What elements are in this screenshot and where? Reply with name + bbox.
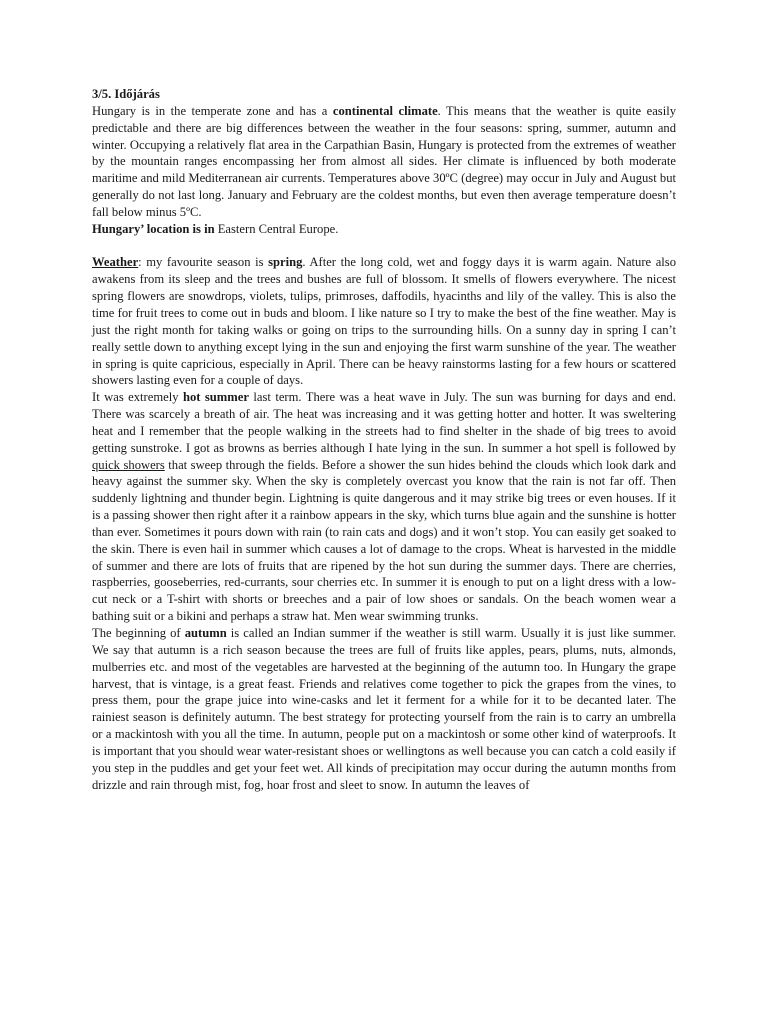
paragraph-gap	[92, 238, 676, 255]
paragraph-climate: Hungary is in the temperate zone and has a continental climate. This means that the weather is quite easily predictable and there are big differences between the weather in the four seasons: spring, summer, autumn and winter. Occupying a relatively flat area in the Carpathian Basin, Hungary is protected from the extremes of weather by the mountain ranges encompassing her from almost all sides. Her climate is influenced by both moderate maritime and mild Mediterranean air currents. Temperatures above 30ºC (degree) may occur in July and August but generally do not last long. January and February are the coldest months, but even then average temperature doesn’t fall below minus 5ºC.	[92, 103, 676, 219]
paragraph-summer: It was extremely hot summer last term. There was a heat wave in July. The sun was burning for days and end. There was scarcely a breath of air. The heat was increasing and it was getting hotter and hotter. It was sweltering heat and I remember that the people walking in the streets had to find shelter in the shade of big trees to avoid getting sunstroke. I got as browns as berries although I hate lying in the sun. In summer a hot spell is followed by quick showers that sweep through the fields. Before a shower the sun hides behind the clouds which look dark and heavy against the summer sky. When the sky is completely overcast you know that the rain is not far off. Then suddenly lightning and thunder begin. Lightning is quite dangerous and it may strike big trees or even houses. If it is a passing shower then right after it a rainbow appears in the sky, which turns blue again and the sunshine is hotter than ever. Sometimes it pours down with rain (to rain cats and dogs) and it won’t stop. You can easily get soaked to the skin. There is even hail in summer which causes a lot of damage to the crops. Wheat is harvested in the middle of summer and there are lots of fruits that are ripened by the hot sun during the summer days. There are cherries, raspberries, gooseberries, red-currants, sour cherries etc. In summer it is enough to put on a light dress with a low-cut neck or a T-shirt with shorts or breeches and a pair of low shoes or sandals. On the beach women wear a bathing suit or a bikini and perhaps a straw hat. Men wear swimming trunks.	[92, 390, 676, 624]
paragraph-autumn: The beginning of autumn is called an Indian summer if the weather is still warm. Usually it is just like summer. We say that autumn is a rich season because the trees are full of fruits like apples, pears, plums, nuts, almonds, mulberries etc. and most of the vegetables are harvested at the beginning of the autumn too. In Hungary the grape harvest, that is vintage, is a great feast. Friends and relatives come together to pick the grapes from the vines, to press them, pour the grape juice into wine-casks and let it ferment for a while for it to be decanted later. The rainiest season is definitely autumn. The best strategy for protecting yourself from the rain is to carry an umbrella or a mackintosh with you all the time. In autumn, people put on a mackintosh or some other kind of waterproofs. It is important that you should wear water-resistant shoes or wellingtons as well because you can catch a cold easily if you step in the puddles and get your feet wet. All kinds of precipitation may occur during the autumn months from drizzle and rain through mist, fog, hoar frost and sleet to snow. In autumn the leaves of	[92, 626, 676, 792]
doc-title: 3/5. Időjárás	[92, 87, 160, 101]
paragraph-spring: Weather: my favourite season is spring. After the long cold, wet and foggy days it is warm again. Nature also awakens from its sleep and the trees and bushes are full of blossom. It smells of flowers everywhere. The nicest spring flowers are snowdrops, violets, tulips, primroses, daffodils, hyacinths and lily of the valley. This is also the time for fruit trees to come out in buds and bloom. I like nature so I try to make the best of the fine weather. May is just the right month for taking walks or going on trips to the surrounding hills. On a sunny day in spring I can’t really settle down to anything except lying in the sun and enjoying the first warm sunshine of the year. The weather in spring is quite capricious, especially in April. There can be heavy rainstorms lasting for a few hours or scattered showers lasting even for a couple of days.	[92, 255, 676, 388]
document-page	[92, 86, 676, 793]
paragraph-location: Hungary’ location is in Eastern Central Europe.	[92, 221, 339, 236]
